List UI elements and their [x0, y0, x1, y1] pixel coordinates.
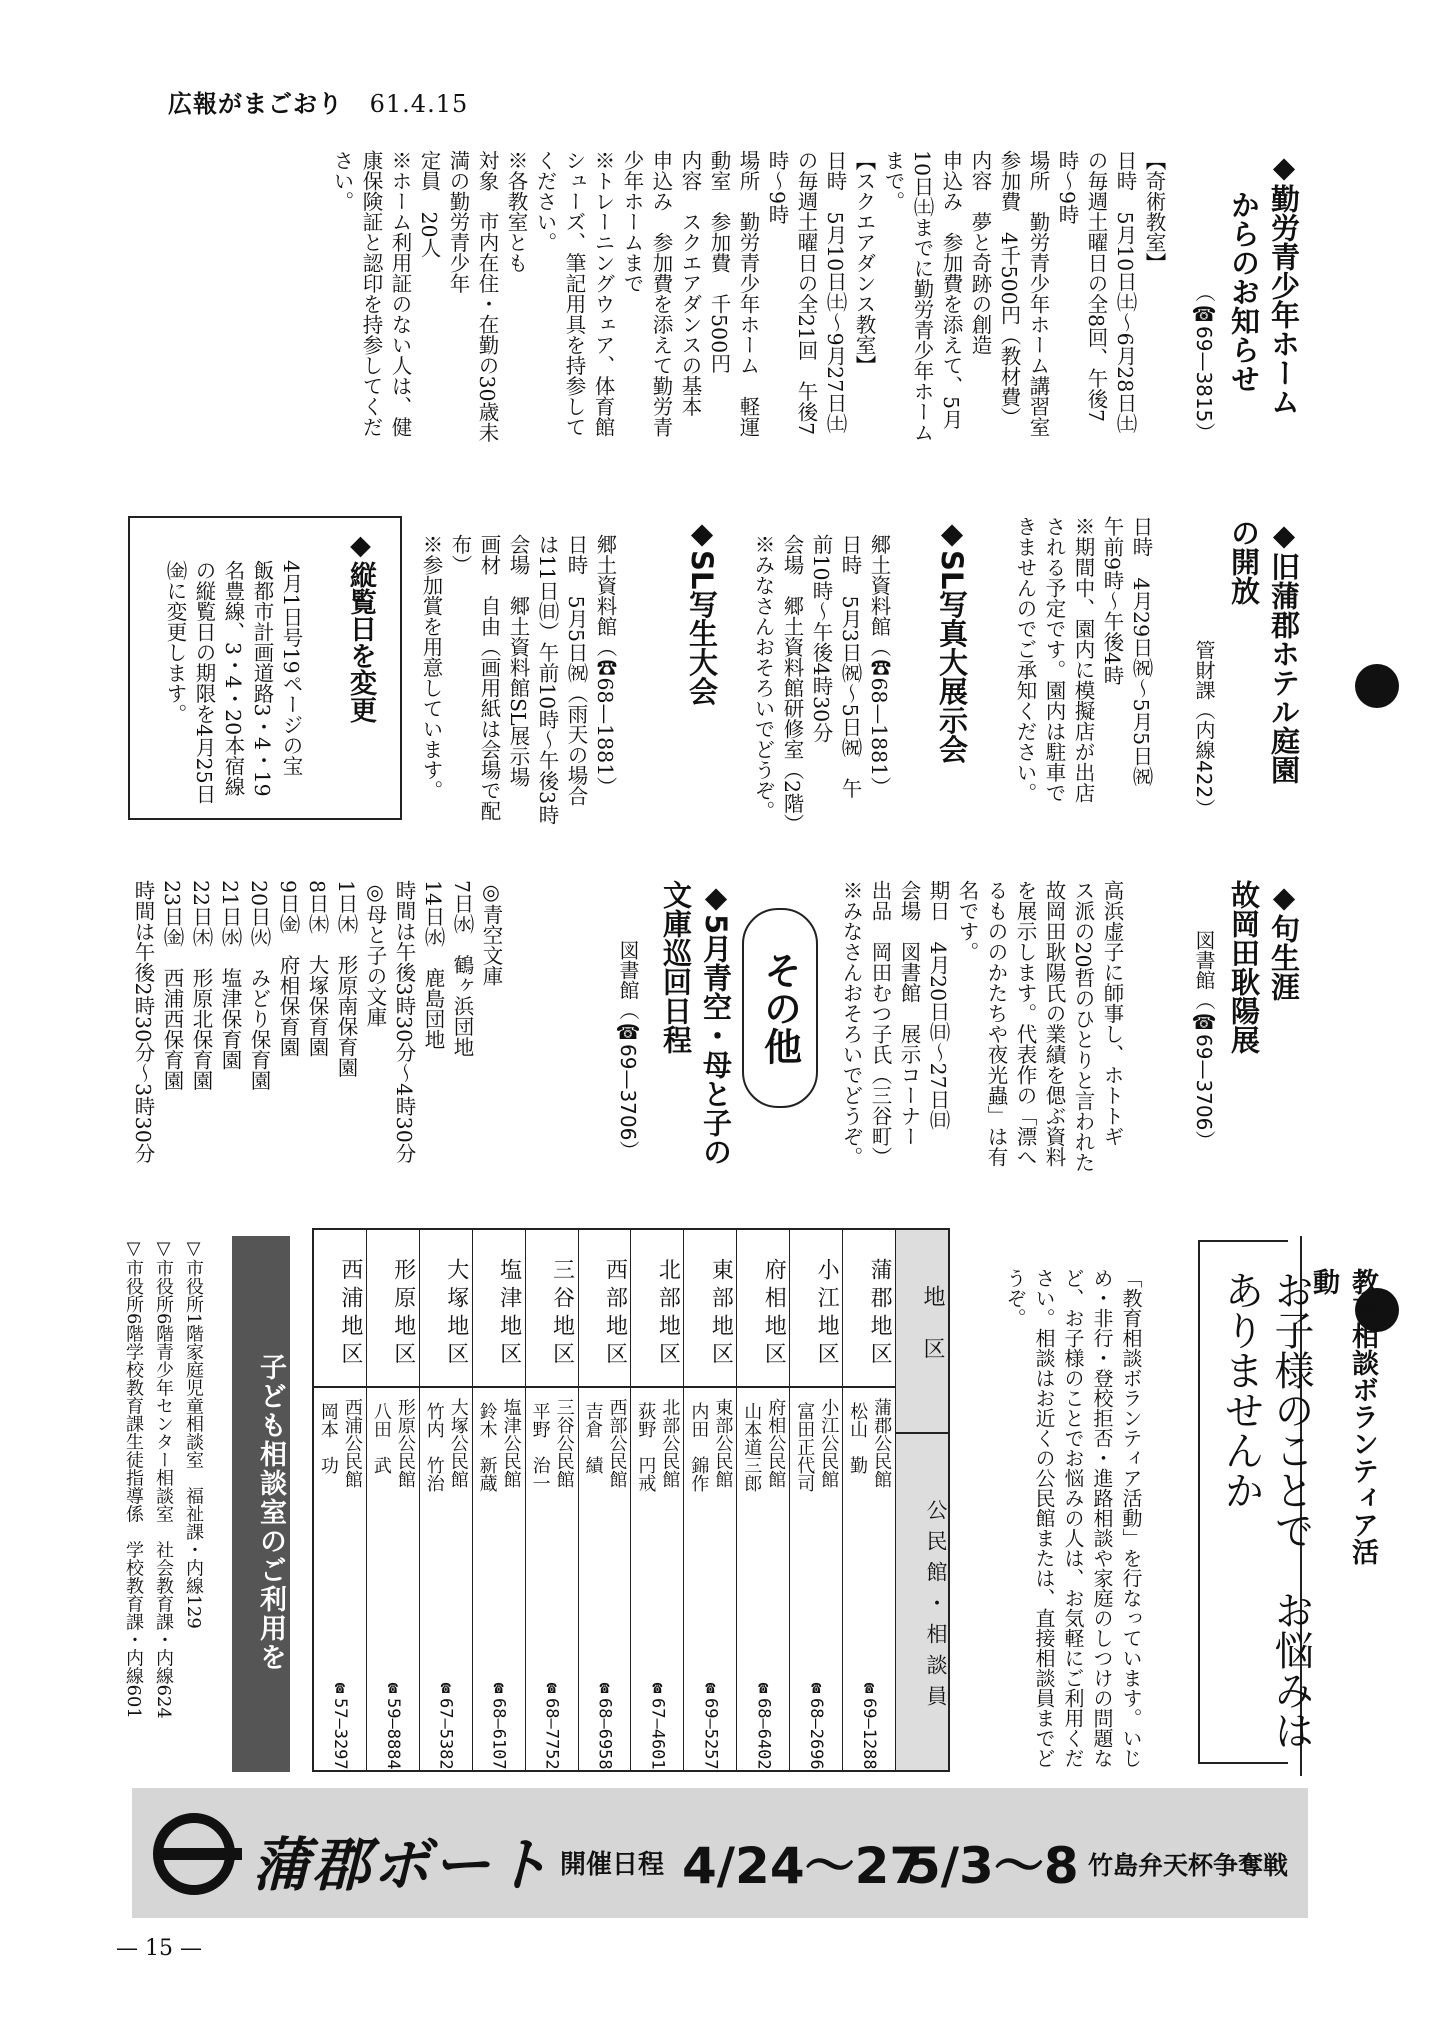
row-person	[737, 1388, 789, 1770]
row-hall: 西浦公民館	[341, 1398, 363, 1489]
text-line: 場所 勤労青少年ホーム 軽運	[736, 150, 760, 437]
s2-title: ◆旧蒲郡ホテル庭園 の開放	[1227, 518, 1301, 784]
text-line: 20日㈫ みどり保育園	[247, 880, 271, 1091]
s6-body	[836, 880, 1126, 1200]
row-person	[473, 1388, 525, 1770]
sonota-badge: その他	[742, 908, 818, 1108]
text-line: ※みなさんおそろいでどうぞ。	[839, 880, 863, 1167]
table-row	[842, 1230, 895, 1770]
text-line: の縦覧日の期限を4月25日	[192, 560, 216, 805]
text-line: 満の勤労青少年	[446, 150, 470, 294]
banner-label: 開催日程	[560, 1850, 665, 1880]
row-names	[475, 1398, 523, 1678]
s7-tel: 図書館（☎69—3706）	[616, 940, 640, 1161]
table-row	[736, 1230, 789, 1770]
s4-title: ◆SL写生大会	[685, 516, 719, 706]
row-tel: ☎68—6402	[753, 1678, 774, 1770]
kyoiku-body	[1000, 1268, 1145, 1768]
text-line: 時～9時	[765, 150, 789, 225]
row-names	[422, 1398, 470, 1678]
text-line: 飯都市計画道路3・4・19	[250, 560, 274, 797]
text-line: 時間は午後2時30分～3時30分	[131, 880, 155, 1164]
text-line: 1日㈭ 形原南保育園	[334, 880, 358, 1078]
text-line: 名です。	[955, 880, 979, 962]
text-line: るもののかたちや夜光蟲」は有	[984, 880, 1008, 1167]
text-line: ▽市役所1階家庭児童相談室 福祉課・内線129	[183, 1238, 204, 1629]
kyoiku-title: 教育相談ボランティア活動	[1308, 1268, 1378, 1565]
s5-title: ◆縦覧日を変更	[345, 530, 376, 723]
text-line: 前10時～午後4時30分	[809, 534, 833, 743]
row-area: 西部地区	[579, 1230, 631, 1388]
text-line: 申込み 参加費を添えて、5月	[939, 150, 963, 430]
row-person	[631, 1388, 683, 1770]
text-line: 高浜虚子に師事し、ホトトギ	[1100, 880, 1124, 1147]
text-line: 布）	[448, 534, 472, 575]
text-line: は11日㈰）午前10時～午後3時	[535, 534, 559, 825]
text-line: 日時 5月5日㈷（雨天の場合	[564, 534, 588, 807]
row-tel: ☎68—6107	[488, 1678, 509, 1770]
s1-body	[128, 150, 1168, 490]
text-line: 内容 夢と奇跡の創造	[968, 150, 992, 355]
boat-logo-icon	[146, 1806, 242, 1902]
row-names	[369, 1398, 417, 1678]
s7-title: ◆5月青空・母と子の 文庫巡回日程	[659, 880, 733, 1167]
text-line: を展示します。代表作の「漂へ	[1013, 880, 1037, 1167]
text-line: の毎週土曜日の全21回 午後7	[794, 150, 818, 436]
s6-title: ◆句生涯 故岡田耿陽展	[1227, 880, 1301, 1054]
text-line: 会場 図書館 展示コーナー	[897, 880, 921, 1147]
row-hall: 東部公民館	[712, 1398, 734, 1489]
boat-banner	[132, 1788, 1308, 1918]
row-names	[581, 1398, 629, 1678]
banner-event: 竹島弁天杯争奪戦	[1088, 1851, 1289, 1880]
table-header-column	[895, 1230, 948, 1770]
row-names	[316, 1398, 364, 1678]
row-hall: 形原公民館	[394, 1398, 416, 1489]
text-line: きませんのでご承知ください。	[1013, 516, 1037, 803]
text-line: 動室 参加費 千500円	[707, 150, 731, 374]
text-line: 内容 スクエアダンスの基本	[678, 150, 702, 417]
text-line: 8日㈭ 大塚保育園	[305, 880, 329, 1058]
s7-body	[128, 880, 505, 1210]
row-area: 塩津地区	[473, 1230, 525, 1388]
text-line: ◎青空文庫	[479, 880, 503, 986]
text-line: 故岡田耿陽氏の業績を偲ぶ資料	[1042, 880, 1066, 1167]
banner-dates-2: 5/3～8	[906, 1837, 1079, 1895]
row-tel: ☎69—1288	[859, 1678, 880, 1770]
table-row	[419, 1230, 472, 1770]
text-line: 時間は午後3時30分～4時30分	[392, 880, 416, 1164]
text-line: ※ホーム利用証のない人は、健	[388, 150, 412, 437]
row-name: 荻野 円戒	[635, 1402, 657, 1493]
row-tel: ☎67—5382	[435, 1678, 456, 1770]
row-hall: 西部公民館	[606, 1398, 628, 1489]
row-person	[843, 1388, 895, 1770]
row-hall: 府相公民館	[765, 1398, 787, 1489]
text-line: 場所 勤労青少年ホーム講習室	[1026, 150, 1050, 437]
table-row	[683, 1230, 736, 1770]
row-area: 西浦地区	[314, 1230, 366, 1388]
row-names	[686, 1398, 734, 1678]
row-names	[845, 1398, 893, 1678]
text-line: 定員 20人	[417, 150, 441, 259]
row-tel: ☎69—5257	[700, 1678, 721, 1770]
text-line: 画材 自由（画用紙は会場で配	[477, 534, 501, 821]
text-line: 申込み 参加費を添えて勤労青	[649, 150, 673, 437]
row-tel: ☎68—6958	[594, 1678, 615, 1770]
text-line: 【奇術教室】	[1142, 150, 1166, 273]
page-number: — 15 —	[116, 1936, 202, 1961]
table-row	[789, 1230, 842, 1770]
consultant-table	[312, 1228, 950, 1772]
page-header	[168, 84, 468, 119]
text-line: ※参加賞を用意しています。	[419, 534, 443, 801]
row-names	[792, 1398, 840, 1678]
row-tel: ☎68—2696	[806, 1678, 827, 1770]
text-line: ください。	[533, 150, 557, 253]
text-line: ◎母と子の文庫	[363, 880, 387, 1027]
text-line: 少年ホームまで	[620, 150, 644, 294]
text-line: 14日㈬ 鹿島団地	[421, 880, 445, 1050]
text-line: ㈮に変更します。	[163, 560, 187, 724]
kyoiku-headline: お子様のことで お悩みはありませんか	[1218, 1270, 1314, 1750]
issue-date: 61.4.15	[369, 90, 469, 118]
row-person	[526, 1388, 578, 1770]
row-area: 蒲郡地区	[843, 1230, 895, 1388]
row-name: 松山 勤	[847, 1402, 869, 1475]
text-line: 参加費 4千500円（教材費）	[997, 150, 1021, 428]
s2-tel: 管財課（内線422）	[1192, 640, 1216, 819]
row-hall: 蒲郡公民館	[871, 1398, 893, 1489]
row-hall: 塩津公民館	[500, 1398, 522, 1489]
row-person	[420, 1388, 472, 1770]
text-line: される予定です。園内は駐車で	[1042, 516, 1066, 803]
text-line: 日時 5月10日㈯～6月28日㈯	[1113, 150, 1137, 434]
text-line: 対象 市内在住・在勤の30歳未	[475, 150, 499, 443]
row-person	[367, 1388, 419, 1770]
text-line: 問題など、お子様のことでお悩みの人は、お気軽にご利	[1061, 1268, 1114, 1768]
row-name: 竹内 竹治	[423, 1402, 445, 1493]
row-name: 岡本 功	[317, 1402, 339, 1475]
row-name: 八田 武	[370, 1402, 392, 1475]
row-hall: 三谷公民館	[553, 1398, 575, 1489]
text-line: 相談はお近くの公民館または、直接相談員までどうぞ。	[1003, 1268, 1056, 1768]
text-line: さい。	[330, 150, 354, 212]
row-name: 山本道三郎	[741, 1402, 763, 1493]
text-line: 時～9時	[1055, 150, 1079, 225]
newsletter-title: 広報がまごおり	[168, 90, 343, 118]
s3-body	[748, 534, 893, 854]
text-line: ▽市役所6階学校教育課生徒指導係 学校教育課・内線601	[123, 1238, 144, 1719]
table-row	[314, 1230, 366, 1770]
row-tel: ☎59—8884	[382, 1678, 403, 1770]
text-line: 22日㈭ 形原北保育園	[189, 880, 213, 1091]
row-area: 大塚地区	[420, 1230, 472, 1388]
text-line: 出品 岡田むつ子氏（三谷町）	[868, 880, 892, 1167]
text-line: 7日㈬ 鶴ヶ浜団地	[450, 880, 474, 1058]
text-line: 会場 郷土資料館研修室（2階）	[780, 534, 804, 835]
text-line: 郷土資料館（☎68—1881）	[867, 534, 891, 797]
text-line: 10日㈯までに勤労青少年ホーム	[910, 150, 934, 443]
row-person	[790, 1388, 842, 1770]
text-line: 郷土資料館（☎68—1881）	[593, 534, 617, 797]
table-row	[472, 1230, 525, 1770]
table-header-person: 公民館・相談員	[924, 1498, 948, 1716]
s2-body	[1010, 516, 1155, 856]
row-person	[314, 1388, 366, 1770]
text-line: 【スクエアダンス教室】	[852, 150, 876, 376]
text-line: 21日㈬ 塩津保育園	[218, 880, 242, 1071]
text-line: 日時 4月29日㈷～5月5日㈷	[1129, 516, 1153, 787]
text-line: ※期間中、園内に模擬店が出店	[1071, 516, 1095, 803]
row-names	[528, 1398, 576, 1678]
row-area: 北部地区	[631, 1230, 683, 1388]
row-name: 内田 錦作	[688, 1402, 710, 1493]
table-row	[578, 1230, 631, 1770]
row-tel: ☎57—3297	[329, 1678, 350, 1770]
row-tel: ☎67—4601	[647, 1678, 668, 1770]
row-hall: 大塚公民館	[447, 1398, 469, 1489]
row-name: 富田正代司	[794, 1402, 816, 1493]
row-hall: 北部公民館	[659, 1398, 681, 1489]
text-line: ス派の20哲のひとりと言われた	[1071, 880, 1095, 1173]
text-line: 日時 5月10日㈯～9月27日㈯	[823, 150, 847, 434]
punch-hole	[1355, 664, 1399, 708]
text-line: ※各教室とも	[504, 150, 528, 273]
row-name: 吉倉 績	[582, 1402, 604, 1475]
row-area: 府相地区	[737, 1230, 789, 1388]
s5-body	[160, 560, 305, 810]
s6-tel: 図書館（☎69—3706）	[1192, 930, 1216, 1151]
text-line: ▽市役所6階青少年センター相談室 社会教育課・内線624	[153, 1238, 174, 1719]
row-area: 形原地区	[367, 1230, 419, 1388]
banner-dates-1: 4/24～27	[682, 1837, 925, 1895]
text-line: ※みなさんおそろいでどうぞ。	[751, 534, 775, 821]
kodomo-body	[118, 1238, 208, 1758]
row-area: 三谷地区	[526, 1230, 578, 1388]
s3-title: ◆SL写真大展示会	[935, 516, 969, 764]
s1-title: ◆勤労青少年ホーム からのお知らせ	[1227, 150, 1301, 416]
text-line: 用ください。	[1032, 1268, 1085, 1768]
row-tel: ☎68—7752	[541, 1678, 562, 1770]
text-line: 日時 5月3日㈷～5日㈷ 午	[838, 534, 862, 799]
table-row	[630, 1230, 683, 1770]
text-line: 午前9時～午後4時	[1100, 516, 1124, 686]
row-name: 平野 治一	[529, 1402, 551, 1493]
kodomo-title: 子ども相談室のご利用を	[232, 1236, 290, 1772]
text-line: の毎週土曜日の全8回、午後7	[1084, 150, 1108, 423]
text-line: 会場 郷土資料館SL展示場	[506, 534, 530, 788]
row-person	[579, 1388, 631, 1770]
row-area: 小江地区	[790, 1230, 842, 1388]
text-line: 23日㈮ 西浦西保育園	[160, 880, 184, 1091]
row-hall: 小江公民館	[818, 1398, 840, 1489]
text-line: ※トレーニングウェア、体育館	[591, 150, 615, 437]
text-line: 「教育相談ボランティア活動」を行なっています。	[1119, 1268, 1143, 1728]
row-names	[739, 1398, 787, 1678]
row-person	[684, 1388, 736, 1770]
text-line: まで。	[881, 150, 905, 212]
text-line: いじめ・非行・登校拒否・進路相談や家庭のしつけの	[1090, 1268, 1143, 1768]
text-line: 4月1日号19ページの宝	[279, 560, 303, 777]
s1-tel: （☎69—3815）	[1192, 282, 1216, 443]
text-line: 9日㈮ 府相保育園	[276, 880, 300, 1058]
table-row	[525, 1230, 578, 1770]
text-line: シューズ、筆記用具を持参して	[562, 150, 586, 437]
row-name: 鈴木 新蔵	[476, 1402, 498, 1493]
boat-logo-text: 蒲郡ボート	[252, 1831, 553, 1899]
row-area: 東部地区	[684, 1230, 736, 1388]
table-row	[366, 1230, 419, 1770]
table-header-area: 地区	[896, 1230, 948, 1434]
text-line: 期日 4月20日㈰～27日㈰	[926, 880, 950, 1130]
s4-body	[416, 534, 619, 854]
text-line: 名豊線、3・4・20本宿線	[221, 560, 245, 797]
row-names	[633, 1398, 681, 1678]
text-line: 康保険証と認印を持参してくだ	[359, 150, 383, 437]
